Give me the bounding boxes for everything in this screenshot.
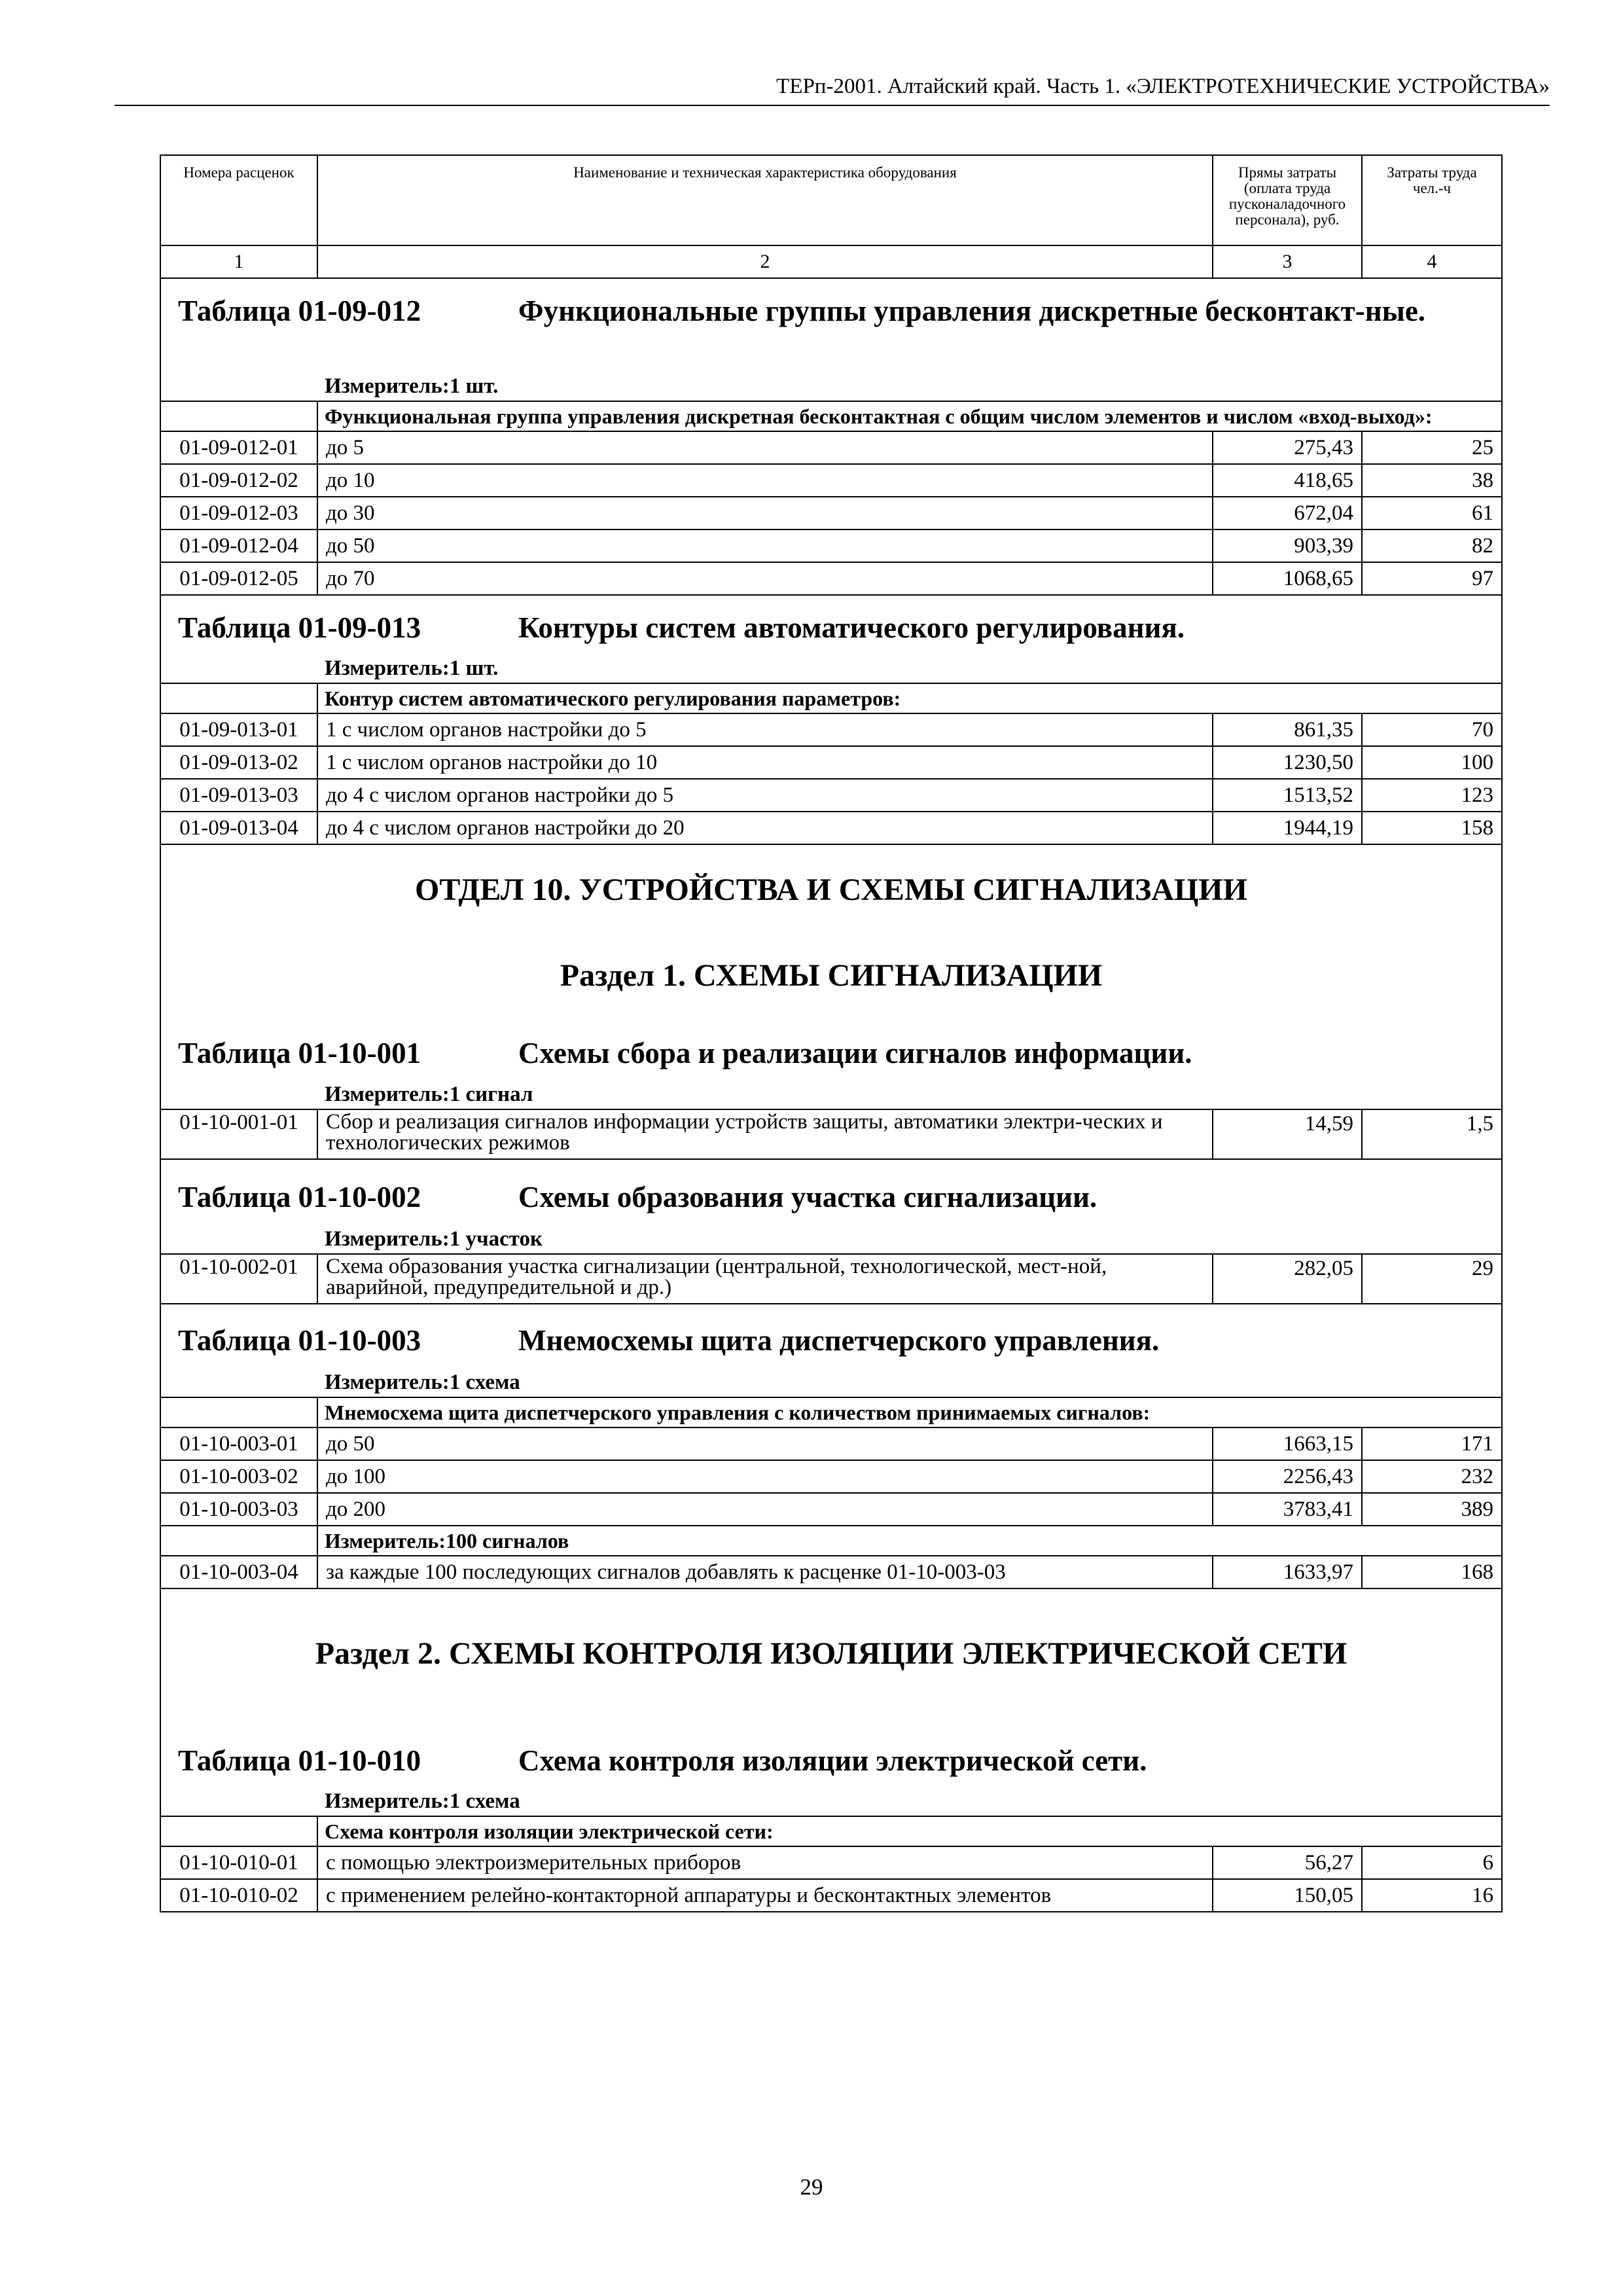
rate-description: до 10 bbox=[317, 464, 1213, 497]
rate-cost: 418,65 bbox=[1213, 464, 1362, 497]
rate-description: до 4 с числом органов настройки до 5 bbox=[317, 779, 1213, 812]
rate-labor: 1,5 bbox=[1362, 1109, 1502, 1159]
meter-row bbox=[160, 1788, 1502, 1816]
rate-labor: 25 bbox=[1362, 431, 1502, 464]
table-row bbox=[160, 713, 1502, 746]
rate-cost: 282,05 bbox=[1213, 1254, 1362, 1304]
rate-description: 1 с числом органов настройки до 5 bbox=[317, 713, 1213, 746]
group-row bbox=[160, 1397, 1502, 1427]
rate-cost: 1230,50 bbox=[1213, 746, 1362, 779]
group-row bbox=[160, 683, 1502, 713]
rate-cost: 1944,19 bbox=[1213, 812, 1362, 844]
column-header-labor: Затраты труда чел.-ч bbox=[1362, 155, 1502, 245]
meter-row bbox=[160, 1526, 1502, 1556]
rate-labor: 70 bbox=[1362, 713, 1502, 746]
rate-cost: 672,04 bbox=[1213, 497, 1362, 529]
rate-code: 01-10-010-02 bbox=[160, 1879, 317, 1912]
meter-text: Измеритель:1 шт. bbox=[160, 655, 1502, 683]
rate-code: 01-10-001-01 bbox=[160, 1109, 317, 1159]
rate-code: 01-10-003-04 bbox=[160, 1556, 317, 1588]
department-title: ОТДЕЛ 10. УСТРОЙСТВА И СХЕМЫ СИГНАЛИЗАЦИИ bbox=[160, 844, 1502, 933]
table-row bbox=[160, 779, 1502, 812]
rate-cost: 56,27 bbox=[1213, 1846, 1362, 1879]
rate-code: 01-09-013-01 bbox=[160, 713, 317, 746]
rate-description: до 100 bbox=[317, 1460, 1213, 1493]
meter-text: Измеритель:1 шт. bbox=[160, 373, 1502, 401]
column-number: 1 bbox=[160, 245, 317, 278]
section-title-row bbox=[160, 933, 1502, 1024]
table-title-row bbox=[160, 595, 1502, 655]
rate-labor: 168 bbox=[1362, 1556, 1502, 1588]
department-title-row bbox=[160, 844, 1502, 933]
table-row bbox=[160, 431, 1502, 464]
rate-description: за каждые 100 последующих сигналов добавлять к расценке 01-10-003-03 bbox=[317, 1556, 1213, 1588]
rate-cost: 1068,65 bbox=[1213, 562, 1362, 595]
rate-description: 1 с числом органов настройки до 10 bbox=[317, 746, 1213, 779]
table-title-row bbox=[160, 1024, 1502, 1081]
rate-labor: 389 bbox=[1362, 1493, 1502, 1526]
column-number: 4 bbox=[1362, 245, 1502, 278]
table-row bbox=[160, 1846, 1502, 1879]
section-title-row bbox=[160, 1588, 1502, 1739]
rate-description: с помощью электроизмерительных приборов bbox=[317, 1846, 1213, 1879]
table-label: Таблица 01-10-002 bbox=[178, 1181, 421, 1213]
group-text: Функциональная группа управления дискретная бесконтактная с общим числом элементов и числом «вход-выход»: bbox=[317, 401, 1502, 431]
rate-labor: 38 bbox=[1362, 464, 1502, 497]
page-number: 29 bbox=[800, 2174, 823, 2200]
table-row bbox=[160, 1109, 1502, 1159]
group-text: Схема контроля изоляции электрической сети: bbox=[317, 1816, 1502, 1846]
rate-labor: 61 bbox=[1362, 497, 1502, 529]
rate-labor: 6 bbox=[1362, 1846, 1502, 1879]
rate-code: 01-09-012-03 bbox=[160, 497, 317, 529]
table-label: Таблица 01-10-010 bbox=[178, 1744, 421, 1777]
rate-labor: 232 bbox=[1362, 1460, 1502, 1493]
rate-description: до 50 bbox=[317, 1427, 1213, 1460]
rate-cost: 2256,43 bbox=[1213, 1460, 1362, 1493]
rate-cost: 861,35 bbox=[1213, 713, 1362, 746]
table-name: Схема контроля изоляции электрической сети. bbox=[518, 1744, 1147, 1777]
table-name: Контуры систем автоматического регулирования. bbox=[518, 611, 1185, 644]
rate-code: 01-09-012-01 bbox=[160, 431, 317, 464]
rate-labor: 100 bbox=[1362, 746, 1502, 779]
rate-code: 01-10-003-03 bbox=[160, 1493, 317, 1526]
rate-cost: 3783,41 bbox=[1213, 1493, 1362, 1526]
section-title: Раздел 1. СХЕМЫ СИГНАЛИЗАЦИИ bbox=[160, 933, 1502, 1024]
rate-labor: 82 bbox=[1362, 529, 1502, 562]
table-title-row bbox=[160, 1159, 1502, 1226]
rate-code: 01-09-013-03 bbox=[160, 779, 317, 812]
meter-row bbox=[160, 1081, 1502, 1109]
meter-row bbox=[160, 655, 1502, 683]
table-row bbox=[160, 497, 1502, 529]
price-table bbox=[160, 154, 1503, 1912]
table-row bbox=[160, 529, 1502, 562]
page-header bbox=[115, 71, 1550, 106]
table-row bbox=[160, 1254, 1502, 1304]
rate-cost: 1633,97 bbox=[1213, 1556, 1362, 1588]
rate-description: до 5 bbox=[317, 431, 1213, 464]
group-row bbox=[160, 1816, 1502, 1846]
rate-cost: 275,43 bbox=[1213, 431, 1362, 464]
table-row bbox=[160, 1493, 1502, 1526]
rate-description: Схема образования участка сигнализации (центральной, технологической, мест-ной, аварийной, предупредительной и др.) bbox=[317, 1254, 1213, 1304]
rate-cost: 150,05 bbox=[1213, 1879, 1362, 1912]
table-name: Мнемосхемы щита диспетчерского управления. bbox=[518, 1324, 1160, 1357]
rate-cost: 903,39 bbox=[1213, 529, 1362, 562]
table-row bbox=[160, 562, 1502, 595]
rate-cost: 1663,15 bbox=[1213, 1427, 1362, 1460]
rate-code: 01-10-003-01 bbox=[160, 1427, 317, 1460]
column-header-codes: Номера расценок bbox=[160, 155, 317, 245]
column-number: 2 bbox=[317, 245, 1213, 278]
rate-description: до 70 bbox=[317, 562, 1213, 595]
rate-description: Сбор и реализация сигналов информации устройств защиты, автоматики электри-ческих и технологических режимов bbox=[317, 1109, 1213, 1159]
rate-labor: 97 bbox=[1362, 562, 1502, 595]
rate-cost: 1513,52 bbox=[1213, 779, 1362, 812]
rate-code: 01-10-002-01 bbox=[160, 1254, 317, 1304]
rate-labor: 171 bbox=[1362, 1427, 1502, 1460]
meter-row bbox=[160, 1369, 1502, 1397]
table-name: Схемы сбора и реализации сигналов информации. bbox=[518, 1037, 1192, 1069]
rate-description: до 30 bbox=[317, 497, 1213, 529]
rate-code: 01-09-012-05 bbox=[160, 562, 317, 595]
table-row bbox=[160, 746, 1502, 779]
rate-description: до 4 с числом органов настройки до 20 bbox=[317, 812, 1213, 844]
table-label: Таблица 01-10-003 bbox=[178, 1324, 421, 1357]
rate-code: 01-10-003-02 bbox=[160, 1460, 317, 1493]
header-text: ТЕРп-2001. Алтайский край. Часть 1. «ЭЛЕКТРОТЕХНИЧЕСКИЕ УСТРОЙСТВА» bbox=[776, 75, 1550, 98]
rate-labor: 123 bbox=[1362, 779, 1502, 812]
meter-text: Измеритель:100 сигналов bbox=[317, 1526, 1502, 1556]
rate-description: до 50 bbox=[317, 529, 1213, 562]
rate-code: 01-10-010-01 bbox=[160, 1846, 317, 1879]
rate-code: 01-09-013-02 bbox=[160, 746, 317, 779]
column-header-cost: Прямы затраты (оплата труда пусконаладочного персонала), руб. bbox=[1213, 155, 1362, 245]
table-name: Схемы образования участка сигнализации. bbox=[518, 1181, 1097, 1213]
rate-description: с применением релейно-контакторной аппаратуры и бесконтактных элементов bbox=[317, 1879, 1213, 1912]
rate-labor: 158 bbox=[1362, 812, 1502, 844]
rate-code: 01-09-012-04 bbox=[160, 529, 317, 562]
table-row bbox=[160, 1427, 1502, 1460]
rate-code: 01-09-012-02 bbox=[160, 464, 317, 497]
group-text: Контур систем автоматического регулирования параметров: bbox=[317, 683, 1502, 713]
table-row bbox=[160, 812, 1502, 844]
table-label: Таблица 01-10-001 bbox=[178, 1037, 421, 1069]
table-title-row bbox=[160, 1739, 1502, 1788]
column-header-name: Наименование и техническая характеристика оборудования bbox=[317, 155, 1213, 245]
rate-labor: 29 bbox=[1362, 1254, 1502, 1304]
table-row bbox=[160, 1460, 1502, 1493]
rate-description: до 200 bbox=[317, 1493, 1213, 1526]
meter-text: Измеритель:1 схема bbox=[160, 1369, 1502, 1397]
meter-text: Измеритель:1 участок bbox=[160, 1226, 1502, 1254]
meter-row bbox=[160, 373, 1502, 401]
table-row bbox=[160, 1556, 1502, 1588]
meter-text: Измеритель:1 сигнал bbox=[160, 1081, 1502, 1109]
column-numbers-row bbox=[160, 245, 1502, 278]
group-text: Мнемосхема щита диспетчерского управления с количеством принимаемых сигналов: bbox=[317, 1397, 1502, 1427]
table-label: Таблица 01-09-013 bbox=[178, 611, 421, 644]
group-row bbox=[160, 401, 1502, 431]
rate-code: 01-09-013-04 bbox=[160, 812, 317, 844]
table-row bbox=[160, 1879, 1502, 1912]
table-title-row bbox=[160, 278, 1502, 373]
column-number: 3 bbox=[1213, 245, 1362, 278]
section-title: Раздел 2. СХЕМЫ КОНТРОЛЯ ИЗОЛЯЦИИ ЭЛЕКТРИЧЕСКОЙ СЕТИ bbox=[160, 1588, 1502, 1739]
rate-cost: 14,59 bbox=[1213, 1109, 1362, 1159]
table-title-row bbox=[160, 1304, 1502, 1369]
table-label: Таблица 01-09-012 bbox=[178, 295, 421, 327]
rate-labor: 16 bbox=[1362, 1879, 1502, 1912]
meter-text: Измеритель:1 схема bbox=[160, 1788, 1502, 1816]
table-row bbox=[160, 464, 1502, 497]
meter-row bbox=[160, 1226, 1502, 1254]
table-header-row bbox=[160, 155, 1502, 245]
table-name: Функциональные группы управления дискретные бесконтакт-ные. bbox=[518, 295, 1426, 327]
